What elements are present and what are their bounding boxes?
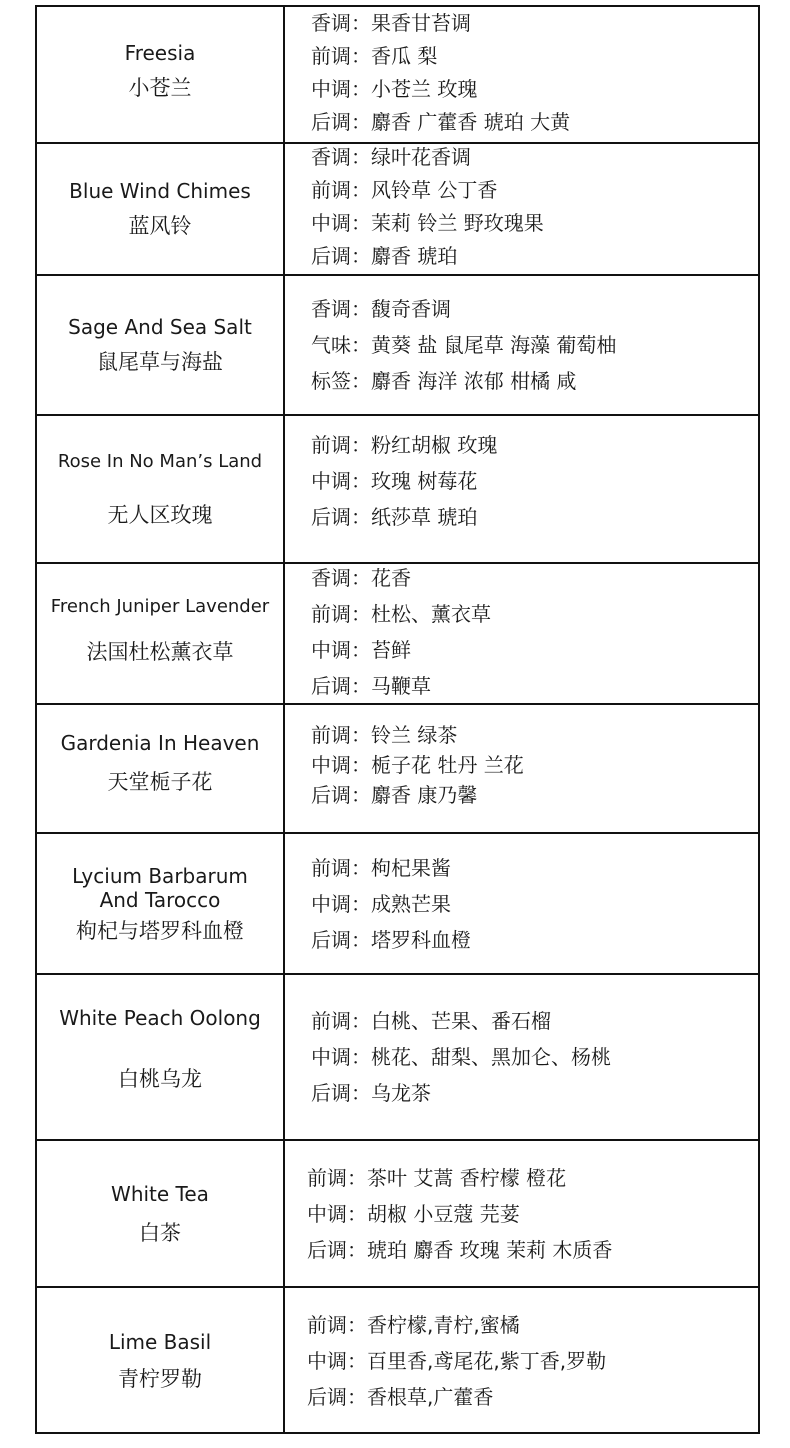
notes-cell bbox=[311, 833, 754, 974]
fragrance-name-cell bbox=[37, 275, 283, 415]
note-value: 成熟芒果 bbox=[371, 891, 451, 916]
note-value: 马鞭草 bbox=[371, 673, 431, 698]
note-value: 茉莉 铃兰 野玫瑰果 bbox=[371, 211, 544, 235]
note-value: 玫瑰 树莓花 bbox=[371, 469, 478, 493]
fragrance-name-cell bbox=[37, 833, 283, 974]
note-label: 中调： bbox=[311, 469, 371, 493]
note-label: 后调： bbox=[311, 244, 371, 268]
notes-cell bbox=[311, 275, 754, 415]
note-value: 粉红胡椒 玫瑰 bbox=[371, 433, 498, 457]
note-line bbox=[311, 141, 754, 174]
fragrance-name-cn: 天堂栀子花 bbox=[107, 769, 213, 794]
note-value: 花香 bbox=[371, 565, 411, 590]
fragrance-name-en: Blue Wind Chimes bbox=[69, 179, 251, 203]
notes-cell bbox=[311, 141, 754, 273]
note-label: 中调： bbox=[311, 891, 371, 916]
notes-cell bbox=[311, 561, 754, 702]
note-value: 香根草,广藿香 bbox=[367, 1384, 494, 1409]
note-line bbox=[311, 596, 754, 632]
fragrance-name-cell bbox=[37, 143, 283, 275]
note-value: 杜松、薰衣草 bbox=[371, 601, 491, 626]
note-line bbox=[311, 240, 754, 273]
fragrance-name-cn: 鼠尾草与海盐 bbox=[97, 350, 223, 374]
fragrance-name-cell bbox=[37, 1140, 283, 1287]
fragrance-name-cn: 白桃乌龙 bbox=[118, 1067, 202, 1091]
note-label: 中调： bbox=[311, 752, 371, 777]
note-value: 纸莎草 琥珀 bbox=[371, 505, 478, 529]
note-line bbox=[311, 363, 754, 399]
note-line bbox=[311, 750, 754, 780]
note-line bbox=[311, 7, 754, 40]
note-label: 香调： bbox=[311, 11, 371, 35]
column-divider bbox=[283, 7, 285, 1432]
fragrance-notes-table bbox=[35, 5, 760, 1434]
note-label: 中调： bbox=[311, 637, 371, 662]
note-line bbox=[307, 1379, 754, 1415]
fragrance-name-cn: 枸杞与塔罗科血橙 bbox=[76, 918, 244, 943]
note-line bbox=[311, 427, 754, 463]
note-label: 前调： bbox=[311, 855, 371, 880]
note-line bbox=[307, 1232, 754, 1268]
note-label: 后调： bbox=[311, 782, 371, 807]
note-line bbox=[311, 1075, 754, 1111]
note-value: 枸杞果酱 bbox=[371, 855, 451, 880]
fragrance-name-cell bbox=[37, 1287, 283, 1434]
note-value: 香瓜 梨 bbox=[371, 44, 438, 68]
note-label: 香调： bbox=[311, 145, 371, 169]
fragrance-name-en: White Peach Oolong bbox=[59, 1006, 261, 1030]
note-value: 白桃、芒果、番石榴 bbox=[371, 1009, 551, 1033]
fragrance-name-cell bbox=[37, 698, 283, 827]
note-label: 后调： bbox=[307, 1384, 367, 1409]
notes-cell bbox=[307, 1140, 754, 1287]
note-line bbox=[311, 668, 754, 704]
fragrance-name-en: French Juniper Lavender bbox=[50, 595, 270, 617]
note-line bbox=[311, 850, 754, 886]
fragrance-name-en: White Tea bbox=[111, 1181, 209, 1206]
note-value: 小苍兰 玫瑰 bbox=[371, 77, 478, 101]
note-value: 桃花、甜梨、黑加仑、杨桃 bbox=[371, 1045, 611, 1069]
note-value: 百里香,鸢尾花,紫丁香,罗勒 bbox=[367, 1348, 607, 1373]
note-value: 琥珀 麝香 玫瑰 茉莉 木质香 bbox=[367, 1237, 613, 1262]
note-line bbox=[311, 73, 754, 106]
fragrance-name-cn: 青柠罗勒 bbox=[118, 1366, 202, 1391]
fragrance-name-cn: 小苍兰 bbox=[128, 76, 192, 100]
note-label: 香调： bbox=[311, 297, 371, 321]
note-label: 中调： bbox=[307, 1348, 367, 1373]
note-line bbox=[311, 560, 754, 596]
note-label: 前调： bbox=[311, 433, 371, 457]
fragrance-name-cell bbox=[37, 559, 283, 700]
note-line bbox=[311, 291, 754, 327]
note-value: 铃兰 绿茶 bbox=[371, 722, 458, 747]
note-label: 中调： bbox=[311, 77, 371, 101]
note-value: 麝香 琥珀 bbox=[371, 244, 458, 268]
note-value: 麝香 海洋 浓郁 柑橘 咸 bbox=[371, 369, 577, 393]
note-value: 馥奇香调 bbox=[371, 297, 451, 321]
note-line bbox=[311, 1003, 754, 1039]
note-label: 前调： bbox=[311, 722, 371, 747]
note-label: 后调： bbox=[311, 673, 371, 698]
fragrance-name-en: Freesia bbox=[124, 41, 196, 65]
note-value: 胡椒 小豆蔻 芫荽 bbox=[367, 1201, 520, 1226]
notes-cell bbox=[311, 407, 754, 555]
note-value: 香柠檬,青柠,蜜橘 bbox=[367, 1312, 520, 1337]
note-line bbox=[311, 174, 754, 207]
note-label: 后调： bbox=[311, 1081, 371, 1105]
fragrance-name-en-line2: And Tarocco bbox=[99, 887, 221, 912]
note-label: 后调： bbox=[311, 505, 371, 529]
note-label: 前调： bbox=[307, 1312, 367, 1337]
note-value: 茶叶 艾蒿 香柠檬 橙花 bbox=[367, 1165, 567, 1190]
fragrance-name-en: Rose In No Man’s Land bbox=[57, 451, 263, 472]
note-label: 标签： bbox=[311, 369, 371, 393]
note-value: 栀子花 牡丹 兰花 bbox=[371, 752, 524, 777]
fragrance-name-cell bbox=[37, 966, 283, 1132]
notes-cell bbox=[311, 974, 754, 1140]
notes-cell bbox=[311, 5, 754, 141]
note-label: 前调： bbox=[311, 1009, 371, 1033]
note-label: 中调： bbox=[311, 1045, 371, 1069]
note-label: 后调： bbox=[311, 927, 371, 952]
fragrance-name-cn: 白茶 bbox=[139, 1220, 181, 1245]
note-line bbox=[311, 463, 754, 499]
note-value: 绿叶花香调 bbox=[371, 145, 471, 169]
note-value: 黄葵 盐 鼠尾草 海藻 葡萄柚 bbox=[371, 333, 617, 357]
note-line bbox=[311, 632, 754, 668]
note-line bbox=[307, 1307, 754, 1343]
note-value: 果香甘苔调 bbox=[371, 11, 471, 35]
note-line bbox=[307, 1343, 754, 1379]
fragrance-name-cn: 蓝风铃 bbox=[128, 214, 192, 238]
note-line bbox=[311, 886, 754, 922]
fragrance-name-cn: 法国杜松薰衣草 bbox=[86, 639, 234, 664]
fragrance-name-en: Lycium Barbarum bbox=[72, 863, 248, 888]
note-line bbox=[311, 40, 754, 73]
note-line bbox=[311, 720, 754, 750]
note-label: 中调： bbox=[307, 1201, 367, 1226]
note-value: 麝香 广藿香 琥珀 大黄 bbox=[371, 110, 571, 134]
note-line bbox=[311, 106, 754, 139]
note-line bbox=[311, 327, 754, 363]
fragrance-name-en: Sage And Sea Salt bbox=[68, 315, 252, 339]
note-label: 中调： bbox=[311, 211, 371, 235]
note-value: 麝香 康乃馨 bbox=[371, 782, 478, 807]
note-label: 前调： bbox=[311, 601, 371, 626]
fragrance-name-cell bbox=[37, 3, 283, 139]
note-line bbox=[311, 780, 754, 810]
note-label: 气味： bbox=[311, 333, 371, 357]
fragrance-name-cell bbox=[37, 415, 283, 563]
note-line bbox=[311, 1039, 754, 1075]
fragrance-name-cn: 无人区玫瑰 bbox=[107, 503, 213, 527]
note-line bbox=[311, 499, 754, 535]
note-value: 乌龙茶 bbox=[371, 1081, 431, 1105]
note-value: 塔罗科血橙 bbox=[371, 927, 471, 952]
note-line bbox=[311, 922, 754, 958]
note-line bbox=[311, 207, 754, 240]
note-label: 香调： bbox=[311, 565, 371, 590]
fragrance-name-en: Lime Basil bbox=[108, 1329, 212, 1354]
note-label: 前调： bbox=[311, 44, 371, 68]
note-label: 前调： bbox=[307, 1165, 367, 1190]
notes-cell bbox=[307, 1287, 754, 1434]
note-label: 后调： bbox=[311, 110, 371, 134]
note-value: 风铃草 公丁香 bbox=[371, 178, 498, 202]
fragrance-name-en: Gardenia In Heaven bbox=[60, 730, 260, 755]
note-label: 后调： bbox=[307, 1237, 367, 1262]
note-label: 前调： bbox=[311, 178, 371, 202]
note-value: 苔鲜 bbox=[371, 637, 411, 662]
note-line bbox=[307, 1196, 754, 1232]
note-line bbox=[307, 1160, 754, 1196]
notes-cell bbox=[311, 700, 754, 829]
